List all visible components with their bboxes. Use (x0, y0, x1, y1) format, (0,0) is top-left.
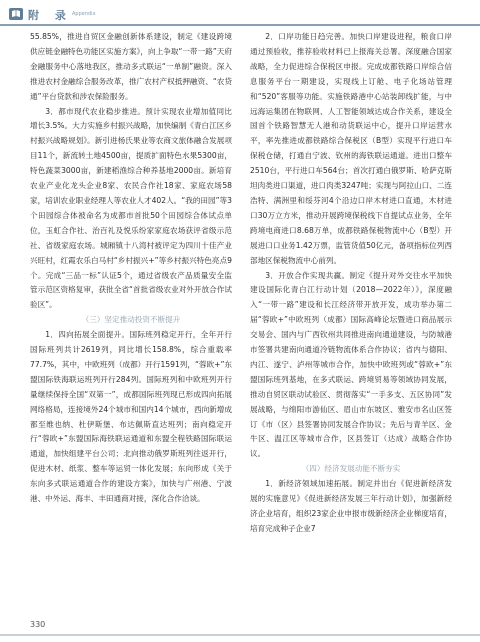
page-number: 330 (30, 620, 46, 629)
header-divider (0, 24, 480, 26)
right-column (250, 30, 452, 537)
paragraph: 3．开放合作实现共赢。制定《提升对外交往水平加快建设国际化青白江行动计划（2018—2022年）》，深度融入“一带一路”建设和长江经济带开放开发，成功举办第二届“蓉欧+”中欧班列（成都）国际高峰论坛暨进口商品展示交易会、国内与广西钦州共同推进南向通道建设，与防城港市签署共建南向通道冷链物流体系合作协议；省内与德阳、内江、遂宁、泸州等城市合作，加快中欧班列或“蓉欧+”东盟国际班列基地，在多式联运、跨境贸易等领域协同发展，推动自贸区联动试验区、贯彻落实“一手多支、五区协同”发展战略，与绵阳市游仙区、眉山市东坡区、雅安市名山区签订《市（区）县签署协同发展合作协议；先后与青羊区、金牛区、温江区等城市合作，区县签订（达成）战略合作协议。 (250, 270, 452, 459)
section-heading: （三）坚定推动投资不断提升 (81, 315, 181, 325)
paragraph: 55.85%，推进自贸区金融创新体系建设，制定《建设跨境供应链金融特色功能区实施方案》，向上争取“一带一路”天府金融服务中心落地我区，推动多式联运“一单制”融资。深入推进农村金融综合服务改革，推广农村产权抵押融资、“农贷通”平台贷款和涉农保险服务。 (30, 32, 232, 101)
paragraph: 2．口岸功能日趋完善。加快口岸建设进程，粮食口岸通过预验收，推荐验收材料已上报海关总署。深度融合国家战略，全力促进综合保税区申报。完成成都铁路口岸综合信息服务平台一期建设，实现线上订舱、电子化场站管理和“520”客服等功能。实施铁路港中心站装卸线扩能，与中远海运集团在物联网、人工智能领域达成合作关系，建设全国首个铁路智慧无人港和动货联运中心，提升口岸运营水平，率先推进成都铁路综合保税区（B型）实现平行进口车保税仓储，打通自宁波、钦州的海铁联运通道。进出口整车2510台，平行进口车564台；首次打通白俄罗斯、哈萨克斯坦肉类进口渠道，进口肉类3247吨；实现与阿拉山口、二连浩特、满洲里和绥芬河4个沿边口岸木材进口直通，木材进口30万立方米，推动开展跨境保税线下自提试点业务，全年跨境电商进口8.68万单，成都铁路保税物流中心（B型）开展进口口业务1.42万票，监管货值50亿元，备项指标位列西部地区保税物流中心前列。 (250, 32, 452, 265)
page-header (0, 0, 480, 30)
book-emblem-icon (8, 6, 24, 22)
header-title: 附 录 (28, 9, 72, 22)
paragraph: 1．新经济领域加速拓展。制定并出台《促进新经济发展的实施意见》《促进新经济发展三年行动计划》，加强新经济企业培育，组织23家企业申报市级新经济企业梯度培育，培育完成种子企业7 (250, 479, 452, 533)
paragraph: 1．四向拓展全面提升。国际班列稳定开行，全年开行国际班列共计2619列，同比增长158.8%，综合重载率77.7%，其中，中欧班列（成都）开行1591列，“蓉欧+”东盟国际铁海联运班列开行284列。国际班列和中欧班列开行量继续保持全国“双第一”，成都国际班列现已形成四向拓展网络格局，连接境外24个城市和国内14个城市，西向新增成都至维也纳、杜伊斯堡、布达佩斯直达班列；南向稳定开行“蓉欧+”东盟国际海铁联运通道和东盟全程铁路国际联运通道，加快组建平台公司；北向推动俄罗斯班列往返开行，促进木材、纸浆、整车等运贸一体化发展；东向形成《关于东向多式联运通道合作的建设方案》，加快与广州港、宁波港、中外运、海丰、丰田通商对接，深化合作洽谈。 (30, 330, 232, 504)
paragraph: 3．都市现代农业稳步推进。预计实现农业增加值同比增长3.5%。大力实施乡村振兴战略，加快编制《青白江区乡村振兴战略规划》。新引进杨氏果业等农商文旅体融合发展项目11个，新流转土地4500亩，提质扩面特色水果5300亩，特色蔬菜3000亩，新建稻渔综合种养基地2000亩。新培育农业产业化龙头企业8家、农民合作社18家、家庭农场58家，培训农业职业经理人等农业人才402人。“我的田园”等3个田园综合体被命名为成都市首批50个田园综合体试点单位，玉虹合作社、治百礼及悦乐纷家家庭农场获评省级示范社、省级家庭农场。城厢镇十八湾村被评定为四川十佳产业兴旺村，红霞农乐白马村“乡村振兴+”等乡村振兴特色亮点9个。完成“三品一标”认证5个，通过省级农产品质量安全监管示范区资格复审，获批全省“首批省级农业对外开放合作试验区”。 (30, 106, 232, 310)
section-heading: （四）经济发展动能不断夯实 (301, 464, 401, 474)
header-subtitle: Appendix (72, 11, 96, 17)
left-column (30, 30, 232, 507)
footer-divider (0, 634, 480, 636)
